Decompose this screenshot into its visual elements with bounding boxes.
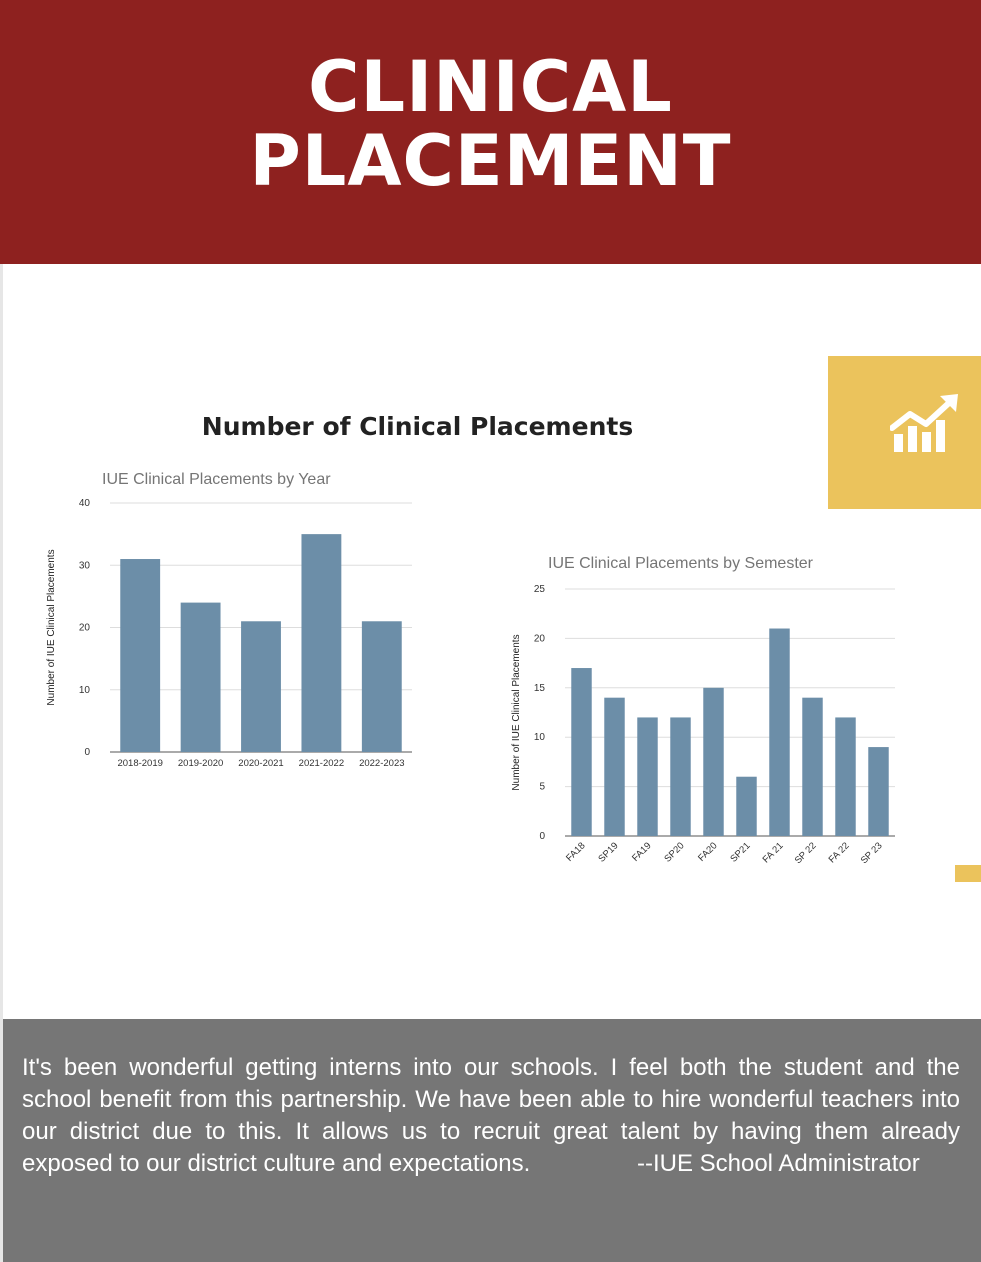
chart-by-year-svg [40, 464, 430, 784]
chart-by-year [40, 464, 430, 784]
bar-sp-23 [868, 747, 888, 836]
bar-2019-2020 [181, 603, 221, 752]
y-tick-label: 25 [533, 584, 545, 595]
y-tick-label: 0 [84, 747, 90, 758]
y-tick-label: 5 [539, 781, 545, 793]
bar-2018-2019 [120, 559, 160, 752]
y-tick-label: 15 [533, 682, 545, 694]
bar-2020-2021 [241, 621, 281, 752]
header-banner [0, 0, 981, 264]
page-title [0, 46, 981, 202]
x-tick-label: FA 21 [760, 840, 786, 866]
x-tick-label: SP21 [728, 840, 753, 865]
charts-heading: Number of Clinical Placements [201, 412, 634, 441]
bar-2021-2022 [301, 534, 341, 752]
y-tick-label: 10 [533, 732, 545, 744]
x-tick-label: FA 22 [826, 840, 852, 866]
x-tick-label: 2020-2021 [238, 758, 284, 769]
chart-title: IUE Clinical Placements by Semester [548, 555, 813, 572]
accent-bar [955, 865, 981, 882]
y-tick-label: 40 [78, 498, 90, 509]
bar-2022-2023 [362, 621, 402, 752]
y-tick-label: 20 [533, 633, 545, 645]
bar-sp19 [604, 698, 624, 836]
icon-tile [828, 356, 981, 509]
bar-fa-22 [835, 717, 855, 836]
bar-fa-21 [769, 629, 789, 836]
y-tick-label: 30 [78, 560, 90, 572]
y-tick-label: 10 [78, 684, 90, 696]
page-title-line-1: CLINICAL [308, 46, 673, 128]
growth-chart-icon [890, 394, 960, 456]
bar-sp-22 [802, 698, 822, 836]
y-axis-label: Number of IUE Clinical Placements [46, 549, 57, 706]
y-axis-label: Number of IUE Clinical Placements [511, 634, 522, 791]
chart-by-semester-svg [505, 548, 905, 878]
testimonial-quote [22, 1052, 960, 1180]
x-tick-label: FA20 [696, 840, 720, 864]
x-tick-label: FA18 [564, 840, 588, 864]
chart-title: IUE Clinical Placements by Year [102, 471, 331, 488]
page-title-line-2: PLACEMENT [249, 120, 732, 202]
bar-fa20 [703, 688, 723, 836]
x-tick-label: 2018-2019 [117, 758, 163, 769]
chart-by-semester [505, 548, 905, 878]
x-tick-label: 2022-2023 [359, 758, 405, 769]
x-tick-label: SP 22 [792, 840, 819, 867]
x-tick-label: SP 23 [858, 840, 885, 867]
x-tick-label: 2021-2022 [298, 758, 345, 769]
quote-body: It's been wonderful getting interns into our schools. I feel both the student and the school benefit from this partnership. We have been able to hire wonderful teachers into our district due to this. It allows us to recruit great talent by having them already exposed to our district culture and expectations. [22, 1054, 960, 1177]
bar-fa19 [637, 717, 657, 836]
quote-attribution: --IUE School Administrator [636, 1150, 920, 1177]
x-tick-label: SP19 [596, 840, 621, 865]
x-tick-label: SP20 [662, 840, 687, 865]
bar-sp21 [736, 777, 756, 836]
bar-fa18 [571, 668, 591, 836]
y-tick-label: 20 [78, 622, 90, 634]
bar-sp20 [670, 717, 690, 836]
x-tick-label: FA19 [630, 840, 654, 864]
x-tick-label: 2019-2020 [177, 758, 224, 769]
y-tick-label: 0 [539, 831, 545, 842]
